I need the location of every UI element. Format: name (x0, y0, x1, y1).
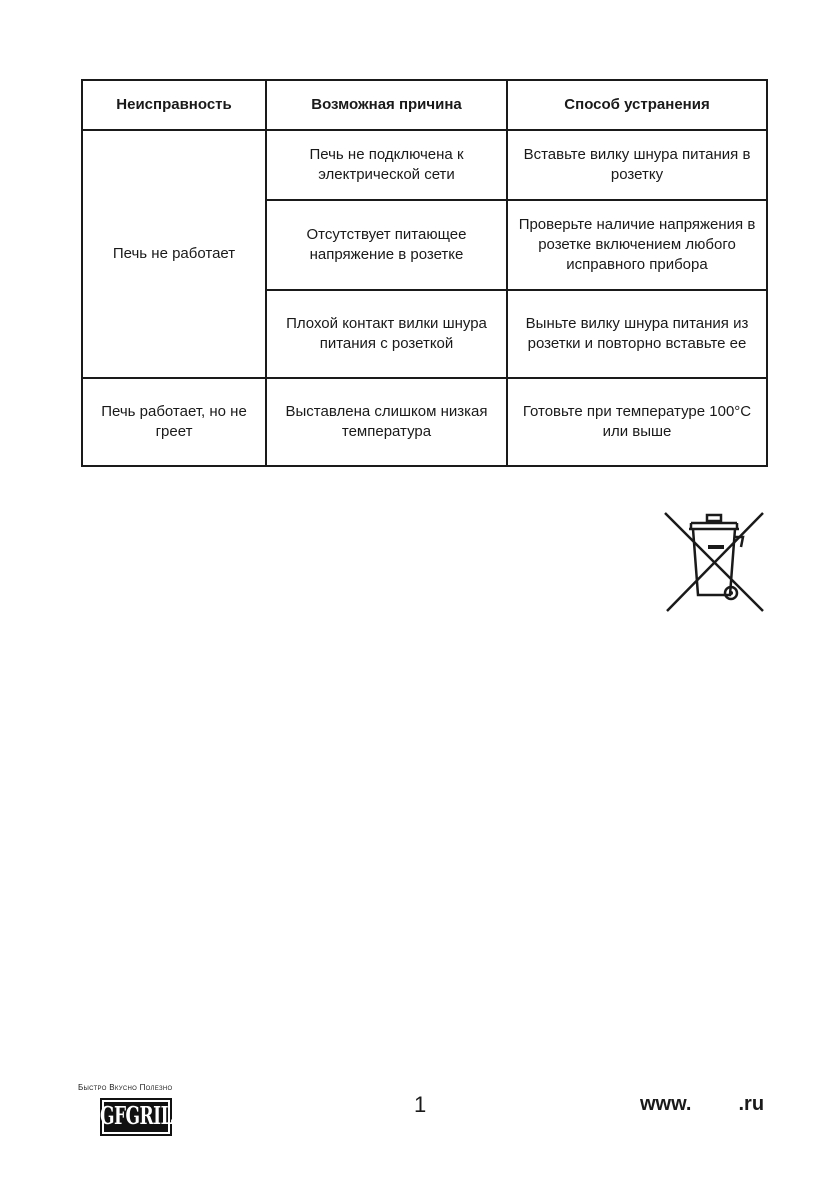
cause-cell: Отсутствует питающее напряжение в розетке (266, 200, 507, 290)
cause-cell: Выставлена слишком низкая температура (266, 378, 507, 466)
header-fault: Неисправность (82, 80, 266, 130)
fault-cell: Печь работает, но не греет (82, 378, 266, 466)
cause-cell: Печь не подключена к электрической сети (266, 130, 507, 200)
cause-cell: Плохой контакт вилки шнура питания с розеткой (266, 290, 507, 378)
remedy-cell: Проверьте наличие напряжения в розетке включением любого исправного прибора (507, 200, 767, 290)
remedy-cell: Готовьте при температуре 100°С или выше (507, 378, 767, 466)
remedy-cell: Вставьте вилку шнура питания в розетку (507, 130, 767, 200)
page-number: 1 (414, 1092, 427, 1117)
crossed-out-wheelie-bin-icon (663, 507, 765, 615)
table-row (82, 130, 767, 200)
remedy-cell: Выньте вилку шнура питания из розетки и повторно вставьте ее (507, 290, 767, 378)
website-address (640, 1093, 764, 1116)
brand-logo (78, 1083, 172, 1136)
logo-text: GFGRIL (99, 1103, 173, 1131)
site-suffix: .ru (738, 1093, 765, 1115)
table-header-row (82, 80, 767, 130)
header-cause: Возможная причина (266, 80, 507, 130)
logo-badge (100, 1098, 172, 1136)
table-row (82, 378, 767, 466)
fault-cell: Печь не работает (82, 130, 266, 378)
header-remedy: Способ устранения (507, 80, 767, 130)
site-prefix: www. (640, 1093, 692, 1115)
troubleshooting-table (81, 79, 768, 467)
brand-tagline: Быстро Вкусно Полезно (78, 1083, 173, 1092)
